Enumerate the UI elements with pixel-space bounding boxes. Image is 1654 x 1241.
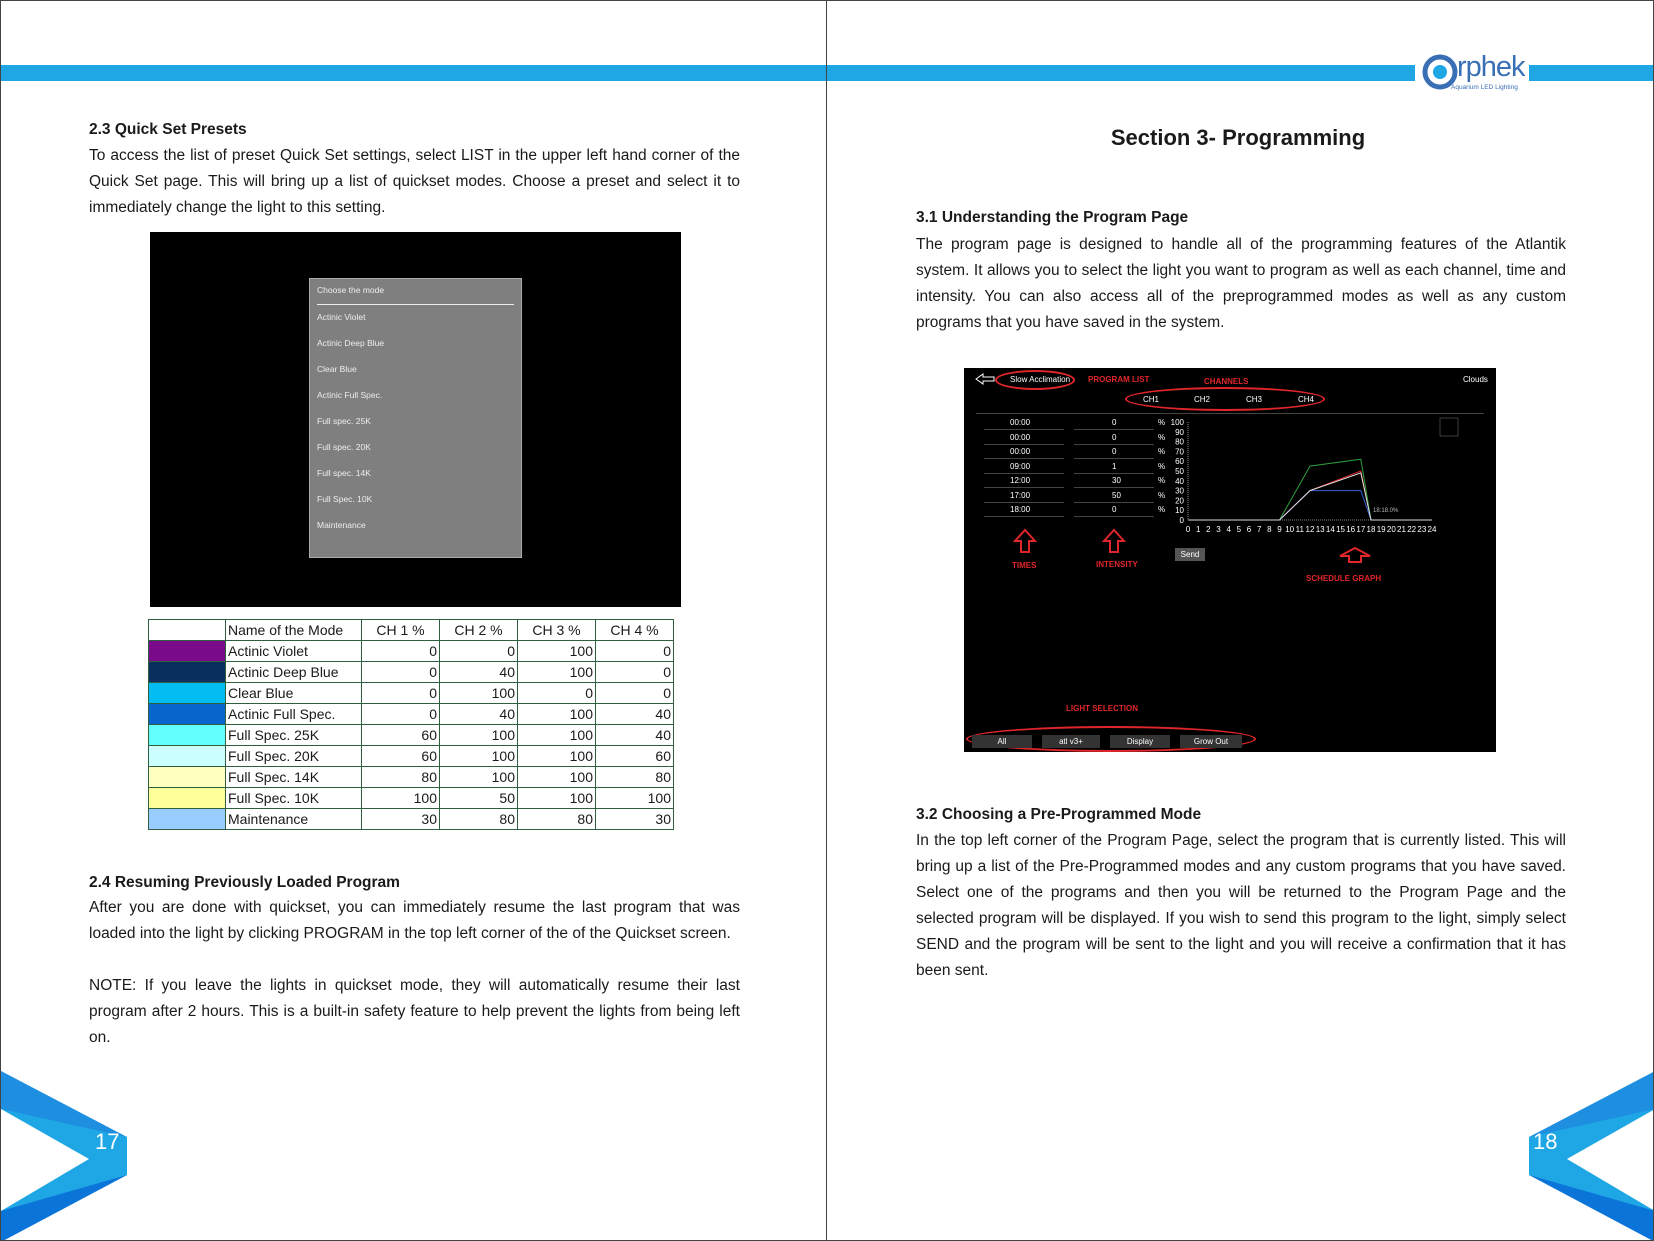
x-tick-label: 24 [1427,525,1437,534]
percent-sign: % [1158,461,1166,471]
color-swatch [149,746,226,767]
menu-item[interactable]: Actinic Violet [317,312,366,322]
row-divider [984,458,1064,459]
channel-value: 30 [362,809,440,830]
channel-value: 0 [362,662,440,683]
percent-sign: % [1158,490,1166,500]
x-tick-label: 7 [1256,525,1262,534]
channel-value: 0 [362,683,440,704]
row-divider [984,502,1064,503]
x-tick-label: 3 [1216,525,1221,534]
channel-value: 80 [362,767,440,788]
color-swatch [149,788,226,809]
section-heading: 2.4 Resuming Previously Loaded Program [89,874,400,891]
weather-label[interactable]: Clouds [1463,375,1488,384]
x-tick-label: 15 [1336,525,1345,534]
corner-decoration [1525,1071,1654,1241]
table-header: CH 4 % [596,620,674,641]
quickset-screenshot [150,232,681,607]
page-number: 17 [95,1129,120,1154]
right-page [826,0,1654,1241]
mode-name: Maintenance [226,809,362,830]
percent-sign: % [1158,447,1166,456]
section-body: The program page is designed to handle all of the programming features of the Atlantik system. It allows you to select the light you want to program as well as each channel, time and intensity. You can also access all of the preprogrammed modes as well as any custom programs that you have saved in the system. [916,236,1566,331]
up-arrow-icon [1013,528,1037,554]
row-divider [1074,458,1154,459]
callout-label: CHANNELS [1204,377,1249,386]
menu-divider [317,304,514,305]
section-body: In the top left corner of the Program Page, select the program that is currently listed. This will bring up a list of the Pre-Programmed modes and any custom programs that you have saved. Select one of the programs and then you will be returned to the Program Page and the selected program will be displayed. If you wish to send this program to the light, simply select SEND and the program will be sent to the light and you will receive a confirmation that it has been sent. [916,832,1566,979]
graph-tooltip: 18:18.0% [1373,508,1399,515]
table-row [149,725,674,746]
table-row [149,746,674,767]
x-tick-label: 22 [1407,525,1417,534]
back-arrow-icon[interactable] [974,372,996,386]
series-line [1188,491,1432,520]
x-tick-label: 19 [1376,525,1386,534]
channel-value: 0 [362,704,440,725]
x-tick-label: 13 [1315,525,1325,534]
channel-value: 80 [596,767,674,788]
y-tick-label: 20 [1175,496,1184,506]
header-bar [1529,65,1654,81]
intensity-cell[interactable]: 0 [1112,432,1117,442]
x-tick-label: 18 [1366,525,1376,534]
menu-item[interactable]: Full spec. 25K [317,416,371,426]
menu-item[interactable]: Clear Blue [317,364,357,374]
y-tick-label: 0 [1179,516,1184,525]
up-arrow-icon [1338,546,1372,564]
color-swatch [149,662,226,683]
x-tick-label: 23 [1417,525,1427,534]
channel-value: 0 [518,683,596,704]
table-header-row [149,620,674,641]
time-cell[interactable]: 00:00 [1010,418,1031,427]
swatch-header [149,620,226,641]
channel-value: 60 [596,746,674,767]
channel-value: 80 [440,809,518,830]
channel-value: 100 [596,788,674,809]
row-divider [1074,429,1154,430]
channel-value: 30 [596,809,674,830]
x-tick-label: 10 [1285,525,1295,534]
logo-tagline: Aquarium LED Lighting [1451,84,1518,91]
time-cell[interactable]: 00:00 [1010,432,1031,442]
color-swatch [149,704,226,725]
x-tick-label: 11 [1295,525,1304,534]
channel-value: 100 [518,704,596,725]
y-tick-label: 10 [1175,506,1184,516]
menu-item[interactable]: Full spec. 20K [317,442,371,452]
x-tick-label: 20 [1386,525,1396,534]
x-tick-label: 4 [1226,525,1231,534]
percent-sign: % [1158,476,1166,485]
channel-value: 100 [518,641,596,662]
channel-value: 100 [440,725,518,746]
x-tick-label: 6 [1246,525,1252,534]
color-swatch [149,767,226,788]
row-divider [984,487,1064,488]
light-tab[interactable]: Grow Out [1180,735,1242,748]
channel-value: 100 [440,746,518,767]
y-tick-label: 80 [1175,437,1184,447]
channel-tab[interactable]: CH3 [1246,395,1263,404]
callout-label: SCHEDULE GRAPH [1306,574,1382,583]
menu-title: Choose the mode [317,285,385,295]
send-button[interactable]: Send [1175,548,1205,561]
channel-value: 100 [518,662,596,683]
row-divider [984,473,1064,474]
color-swatch [149,725,226,746]
menu-item[interactable]: Actinic Deep Blue [317,338,385,348]
program-screenshot [964,368,1496,752]
table-row [149,704,674,725]
channel-value: 100 [440,767,518,788]
row-divider [984,429,1064,430]
up-arrow-icon [1102,528,1126,554]
x-tick-label: 17 [1356,525,1366,534]
channel-value: 40 [596,704,674,725]
percent-sign: % [1158,505,1166,514]
channel-value: 40 [440,662,518,683]
table-header: Name of the Mode [226,620,362,641]
channel-value: 100 [518,725,596,746]
channel-value: 100 [518,788,596,809]
channel-value: 100 [518,767,596,788]
header-bar [827,65,1415,81]
row-divider [984,516,1064,517]
channel-value: 0 [596,662,674,683]
time-cell[interactable]: 18:00 [1010,505,1031,514]
callout-label: LIGHT SELECTION [1066,704,1138,713]
row-divider [1074,444,1154,445]
x-tick-label: 21 [1397,525,1406,534]
schedule-graph[interactable] [1164,416,1464,541]
channel-value: 40 [440,704,518,725]
table-row [149,788,674,809]
x-tick-label: 9 [1277,525,1282,534]
table-row [149,662,674,683]
light-tab[interactable]: Display [1110,735,1170,748]
channel-value: 0 [596,683,674,704]
section-heading: 2.3 Quick Set Presets [89,121,247,138]
channel-value: 50 [440,788,518,809]
row-divider [1074,516,1154,517]
menu-item[interactable]: Maintenance [317,520,366,530]
corner-decoration [1,1071,131,1241]
channel-tab[interactable]: CH4 [1298,395,1315,404]
table-row [149,809,674,830]
x-tick-label: 8 [1267,525,1272,534]
channel-value: 100 [362,788,440,809]
mode-name: Clear Blue [226,683,362,704]
section-body: To access the list of preset Quick Set settings, select LIST in the upper left hand corner of the Quick Set page. This will bring up a list of quickset modes. Choose a preset and select it to immediately change the light to this setting. [89,147,740,216]
light-tab[interactable]: All [972,735,1032,748]
intensity-cell[interactable]: 50 [1112,490,1121,500]
channel-value: 40 [596,725,674,746]
light-tab[interactable]: atl v3+ [1042,735,1100,748]
intensity-cell[interactable]: 0 [1112,447,1117,456]
channel-value: 0 [596,641,674,662]
mode-menu [309,278,522,558]
logo-wordmark: rphek [1457,51,1525,83]
channel-value: 0 [440,641,518,662]
y-tick-label: 50 [1175,467,1184,476]
x-tick-label: 14 [1325,525,1335,534]
divider [976,413,1484,414]
section-heading: 3.2 Choosing a Pre-Programmed Mode [916,806,1202,823]
intensity-cell[interactable]: 1 [1112,461,1117,471]
channel-value: 0 [362,641,440,662]
time-cell[interactable]: 17:00 [1010,490,1031,500]
y-tick-label: 60 [1175,457,1184,467]
y-tick-label: 100 [1170,418,1184,427]
channel-value: 60 [362,725,440,746]
table-header: CH 2 % [440,620,518,641]
x-tick-label: 2 [1206,525,1211,534]
section-heading: 3.1 Understanding the Program Page [916,209,1189,226]
x-tick-label: 0 [1185,525,1191,534]
callout-label: TIMES [1012,561,1037,570]
callout-label: PROGRAM LIST [1088,375,1150,384]
x-tick-label: 5 [1236,525,1242,534]
mode-table [148,619,674,830]
mode-name: Full Spec. 14K [226,767,362,788]
row-divider [984,444,1064,445]
time-cell[interactable]: 12:00 [1010,476,1031,485]
table-header: CH 1 % [362,620,440,641]
page-number: 18 [1533,1129,1558,1154]
intensity-cell[interactable]: 30 [1112,476,1121,485]
callout-label: INTENSITY [1096,560,1138,569]
header-bar [1,65,826,81]
y-tick-label: 40 [1175,476,1184,486]
table-header: CH 3 % [518,620,596,641]
section-body: After you are done with quickset, you can immediately resume the last program that was loaded into the light by clicking PROGRAM in the top left corner of the of the Quickset screen. [89,899,740,942]
row-divider [1074,502,1154,503]
channel-tab[interactable]: CH1 [1143,395,1160,404]
time-cell[interactable]: 00:00 [1010,447,1031,456]
mode-name: Full Spec. 25K [226,725,362,746]
channel-value: 100 [440,683,518,704]
time-cell[interactable]: 09:00 [1010,461,1031,471]
channel-tab[interactable]: CH2 [1194,395,1211,404]
x-tick-label: 16 [1346,525,1356,534]
mode-name: Full Spec. 20K [226,746,362,767]
color-swatch [149,683,226,704]
intensity-cell[interactable]: 0 [1112,505,1117,514]
legend-box [1440,418,1458,436]
row-divider [1074,473,1154,474]
channel-value: 100 [518,746,596,767]
program-select-button[interactable]: Slow Acclimation [1010,375,1071,384]
y-tick-label: 30 [1175,486,1184,496]
percent-sign: % [1158,432,1166,442]
mode-name: Actinic Deep Blue [226,662,362,683]
section-title: Section 3- Programming [1110,125,1366,150]
mode-name: Full Spec. 10K [226,788,362,809]
table-row [149,767,674,788]
x-tick-label: 1 [1195,525,1201,534]
y-tick-label: 90 [1175,427,1184,437]
channel-value: 80 [518,809,596,830]
table-row [149,683,674,704]
row-divider [1074,487,1154,488]
mode-name: Actinic Full Spec. [226,704,362,725]
mode-name: Actinic Violet [226,641,362,662]
intensity-cell[interactable]: 0 [1112,418,1117,427]
percent-sign: % [1158,418,1166,427]
section-note: NOTE: If you leave the lights in quickset mode, they will automatically resume their last program after 2 hours. This is a built-in safety feature to help prevent the lights from being left on. [89,977,740,1046]
menu-item[interactable]: Full Spec. 10K [317,494,373,504]
color-swatch [149,809,226,830]
y-tick-label: 70 [1175,447,1184,457]
x-tick-label: 12 [1305,525,1315,534]
table-row [149,641,674,662]
channel-value: 60 [362,746,440,767]
left-page [0,0,826,1241]
menu-item[interactable]: Actinic Full Spec. [317,390,383,400]
menu-item[interactable]: Full spec. 14K [317,468,371,478]
color-swatch [149,641,226,662]
